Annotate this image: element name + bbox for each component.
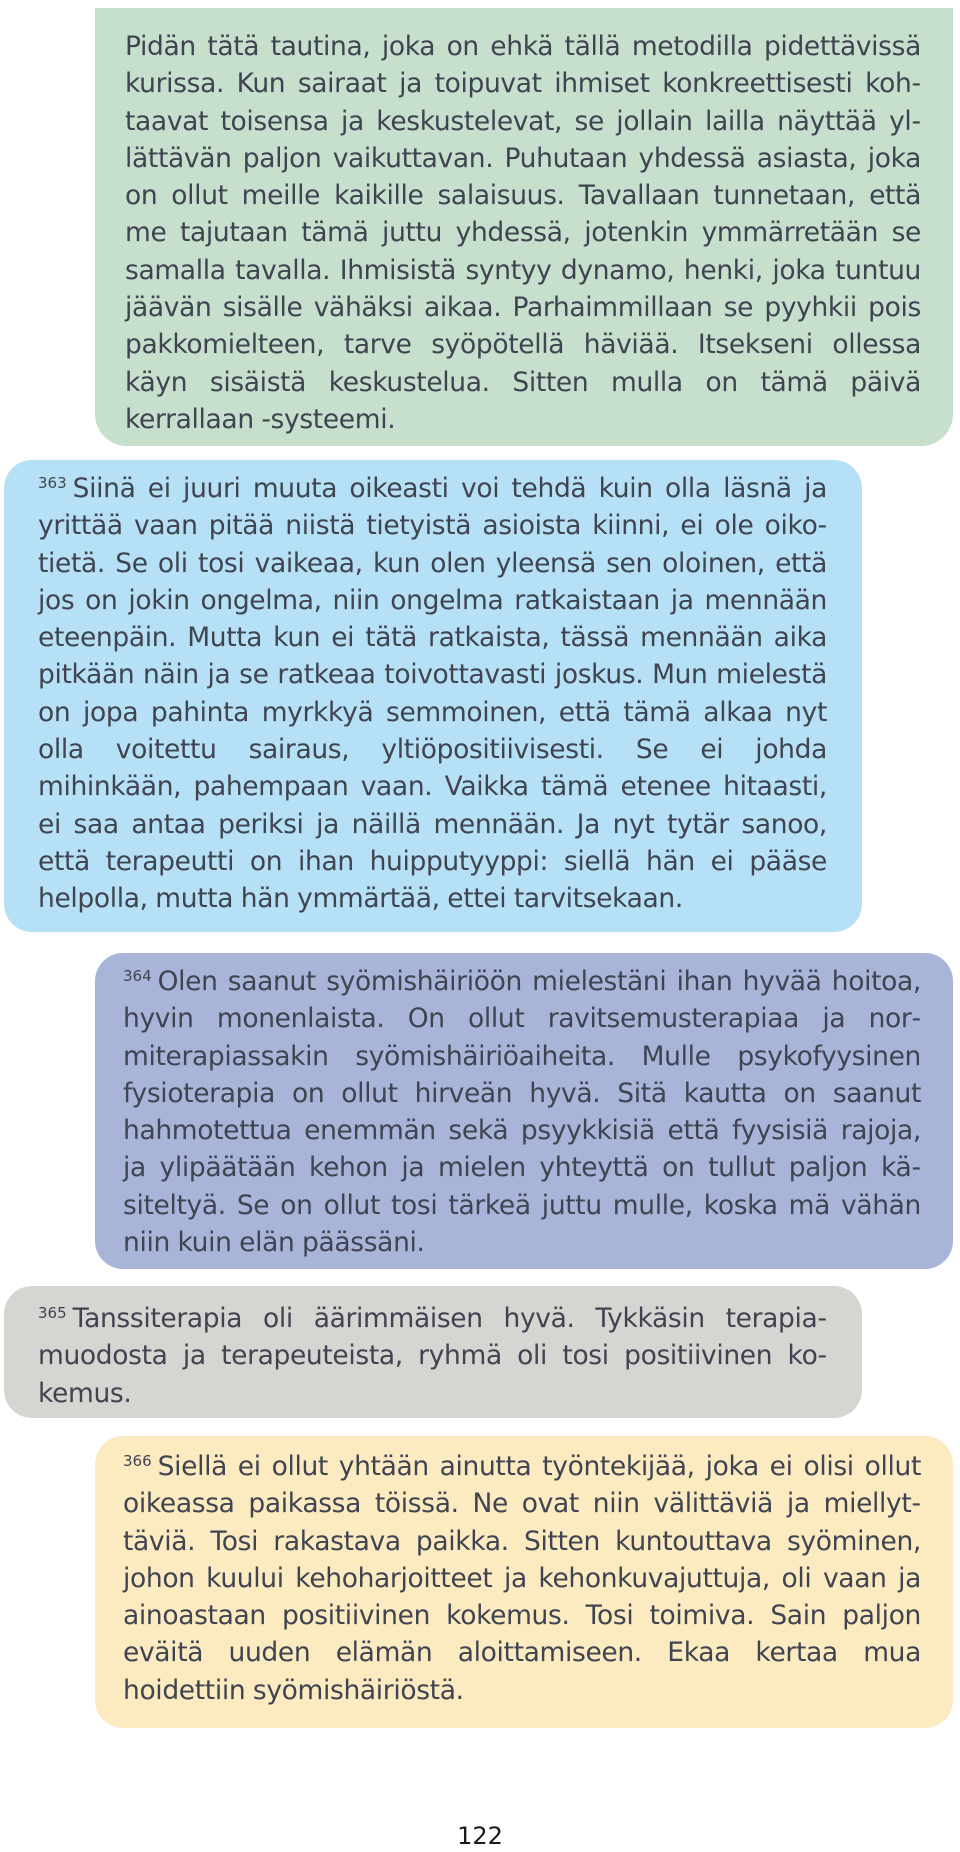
quote-bubble-365 [4,1286,862,1418]
quote-bubble-364 [95,953,953,1269]
quote-text: Siellä ei ollut yhtään ainutta työntekijää, joka ei olisi ollut oikeassa paikassa töissä. Ne ovat niin välittäviä ja miellyttäviä. Tosi rakastava paikka. Sitten kuntouttava syöminen, johon kuului kehoharjoitteet ja kehonkuvajuttuja, oli vaan ja ainoastaan positiivinen kokemus. Tosi toimiva. Sain paljon eväitä uuden elämän aloittamiseen. Ekaa kertaa mua hoidettiin syömishäiriöstä. [123,1451,921,1706]
quote-paragraph [123,963,921,1261]
quote-text: Tanssiterapia oli äärimmäisen hyvä. Tykkäsin terapiamuodosta ja terapeuteista, ryhmä oli tosi positiivinen kokemus. [38,1303,827,1409]
quote-text: Olen saanut syömishäiriöön mielestäni ihan hyvää hoitoa, hyvin monenlaista. On ollut ravitsemusterapiaa ja normiterapiassakin syömishäiriöaiheita. Mulle psykofyysinen fysioterapia on ollut hirveän hyvä. Sitä kautta on saanut hahmotettua enemmän sekä psyykkisiä että fyysisiä rajoja, ja ylipäätään kehon ja mielen yhteyttä on tullut paljon käsiteltyä. Se on ollut tosi tärkeä juttu mulle, koska mä vähän niin kuin elän päässäni. [123,966,921,1259]
quote-paragraph [38,470,827,918]
quote-bubble-363 [4,460,862,932]
quote-number: 364 [123,967,152,985]
quote-text: Siinä ei juuri muuta oikeasti voi tehdä kuin olla läsnä ja yrittää vaan pitää niistä tietyistä asioista kiinni, ei ole oikotietä. Se oli tosi vaikeaa, kun olen yleensä sen oloinen, että jos on jokin ongelma, niin ongelma ratkaistaan ja mennään eteenpäin. Mutta kun ei tätä ratkaista, tässä mennään aika pitkään näin ja se ratkeaa toivottavasti joskus. Mun mielestä on jopa pahinta myrkkyä semmoinen, että tämä alkaa nyt olla voitettu sairaus, yltiöpositiivisesti. Se ei johda mihinkään, pahempaan vaan. Vaikka tämä etenee hitaasti, ei saa antaa periksi ja näillä mennään. Ja nyt tytär sanoo, että terapeutti on ihan huipputyyppi: siellä hän ei pääse helpolla, mutta hän ymmärtää, ettei tarvitsekaan. [38,473,827,915]
quote-text: Pidän tätä tautina, joka on ehkä tällä metodilla pidettävissä kurissa. Kun sairaat ja toipuvat ihmiset konkreettisesti kohtaavat toisensa ja keskustelevat, se jollain lailla näyttää yllättävän paljon vaikuttavan. Puhutaan yhdessä asiasta, joka on ollut meille kaikille salaisuus. Tavallaan tunnetaan, että me tajutaan tämä juttu yhdessä, jotenkin ymmärretään se samalla tavalla. Ihmisistä syntyy dynamo, henki, joka tuntuu jäävän sisälle vähäksi aikaa. Parhaimmillaan se pyyhkii pois pakkomielteen, tarve syöpötellä häviää. Itsekseni ollessa käyn sisäistä keskustelua. Sitten mulla on tämä päivä kerrallaan -systeemi. [125,31,921,435]
quote-bubble-366 [95,1436,953,1728]
page-number: 122 [457,1822,503,1850]
quote-number: 363 [38,474,67,492]
quote-number: 366 [123,1452,152,1470]
quote-paragraph [38,1300,827,1412]
quote-paragraph [123,1448,921,1709]
quote-bubble-green [95,8,953,446]
quote-number: 365 [38,1304,67,1322]
